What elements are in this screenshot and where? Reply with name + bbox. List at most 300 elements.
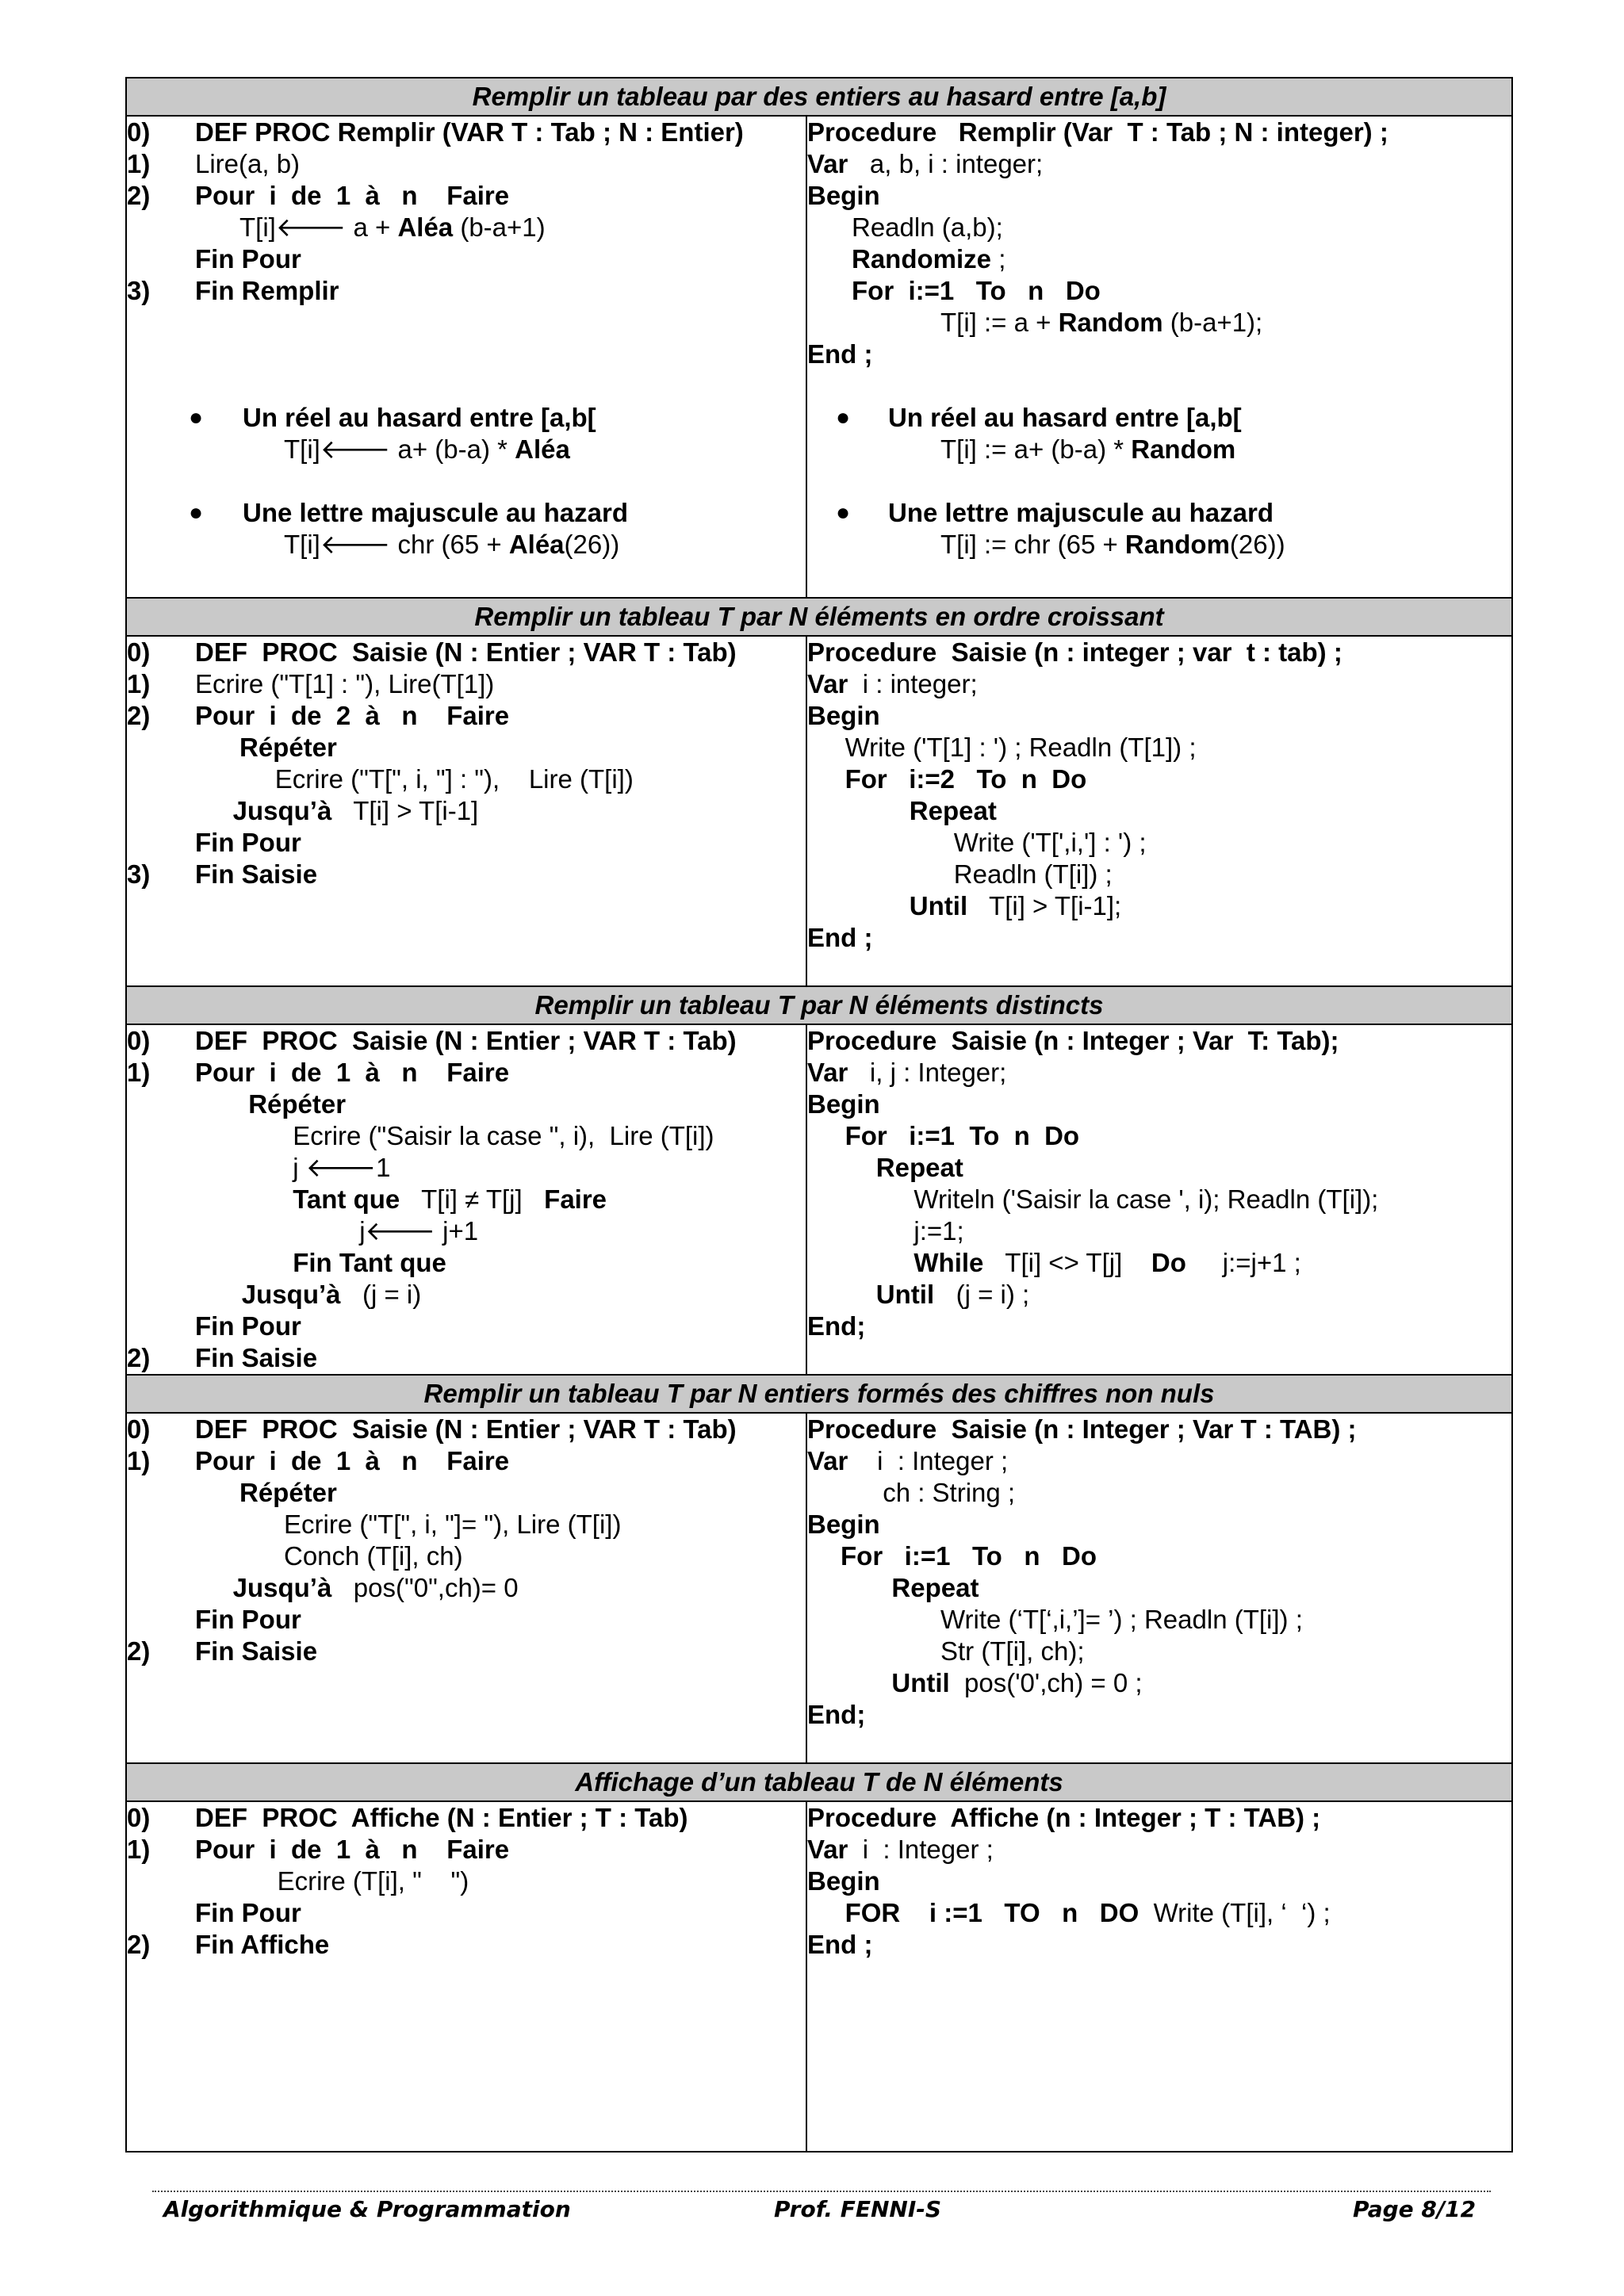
keyword: Var [807, 669, 848, 698]
code-line [127, 1929, 806, 1961]
keyword: Fin Pour [195, 828, 301, 857]
keyword: Begin [807, 1866, 880, 1896]
code-line [127, 732, 806, 763]
code-fragment: j:=1; [914, 1216, 964, 1246]
code-line [127, 180, 806, 212]
code-text [807, 1509, 880, 1540]
keyword: End ; [807, 339, 873, 369]
keyword: Jusqu’à [241, 1280, 341, 1309]
code-line [807, 763, 1511, 795]
code-fragment: (26)) [1229, 530, 1285, 559]
code-fragment: pos("0",ch)= 0 [331, 1573, 519, 1602]
code-line [807, 1089, 1511, 1120]
code-text [807, 1089, 880, 1120]
code-text [195, 637, 737, 668]
code-line [807, 1699, 1511, 1731]
code-text [954, 859, 1113, 890]
code-line [807, 1929, 1511, 1961]
code-text [275, 763, 634, 795]
code-line [807, 275, 1511, 307]
bullet-icon: ● [189, 499, 204, 526]
code-text [195, 1342, 317, 1374]
code-text [914, 1184, 1378, 1215]
bullet-icon: ● [836, 499, 851, 526]
code-text [910, 890, 1121, 922]
code-text [243, 402, 596, 434]
keyword: Repeat [875, 1153, 963, 1182]
keyword: Fin Saisie [195, 1343, 318, 1372]
code-fragment: Ecrire (T[i], " ") [277, 1866, 469, 1896]
code-line [807, 180, 1511, 212]
code-text [242, 1279, 421, 1311]
code-line [127, 1025, 806, 1057]
section-title: Affichage d’un tableau T de N éléments [126, 1763, 1512, 1801]
code-text [940, 1604, 1303, 1636]
code-line [127, 1834, 806, 1866]
code-text [195, 148, 300, 180]
code-fragment: T[i] ≠ T[j] [400, 1184, 545, 1214]
code-text [284, 434, 570, 465]
code-line [127, 1604, 806, 1636]
step-number: 2) [127, 181, 151, 210]
code-text [845, 1120, 1079, 1152]
keyword: End; [807, 1700, 866, 1729]
code-text [807, 1311, 865, 1342]
code-text [293, 1247, 446, 1279]
code-text [888, 497, 1274, 529]
keyword: Tant que [293, 1184, 400, 1214]
code-text [807, 339, 872, 370]
keyword: Pour i de 1 à n Faire [195, 1058, 510, 1087]
keyword: Begin [807, 701, 880, 730]
keyword: Pour i de 1 à n Faire [195, 1835, 510, 1864]
code-text [845, 732, 1197, 763]
code-line [127, 1057, 806, 1089]
code-line [807, 1215, 1511, 1247]
code-text [910, 795, 997, 827]
code-line [127, 1120, 806, 1152]
code-line [127, 1509, 806, 1540]
code-fragment: T[i]🡐 a + [239, 212, 398, 242]
section-header-row [126, 78, 1512, 116]
code-fragment: j 🡐1 [293, 1153, 391, 1182]
keyword: While [914, 1248, 984, 1277]
keyword: Faire [544, 1184, 607, 1214]
code-text [807, 180, 880, 212]
code-fragment: pos('0',ch) = 0 ; [949, 1668, 1143, 1697]
code-fragment: T[i] := a + [940, 308, 1059, 337]
keyword: Until [909, 891, 968, 920]
code-line [807, 465, 1511, 497]
section-body-row [126, 636, 1512, 986]
keyword: Jusqu’à [232, 796, 332, 825]
code-line [127, 370, 806, 402]
keyword: Une lettre majuscule au hazard [888, 498, 1274, 527]
keyword: Random [1058, 308, 1163, 337]
code-line [807, 402, 1511, 434]
code-text [914, 1247, 1300, 1279]
code-text [807, 922, 872, 954]
code-line [807, 243, 1511, 275]
code-line [807, 1667, 1511, 1699]
code-text [248, 1089, 346, 1120]
code-fragment: i : integer; [848, 669, 978, 698]
code-text [195, 1802, 688, 1834]
keyword: Répéter [248, 1089, 347, 1119]
pascal-cell [806, 1024, 1512, 1375]
code-fragment: Ecrire ("T[", i, "] : "), Lire (T[i]) [274, 764, 634, 794]
code-line [807, 859, 1511, 890]
code-text [284, 1540, 463, 1572]
code-text [807, 1057, 1006, 1089]
code-text [195, 1929, 329, 1961]
code-line [807, 827, 1511, 859]
code-line [807, 1120, 1511, 1152]
code-line [807, 1057, 1511, 1089]
code-line [807, 1414, 1511, 1445]
code-text [876, 1152, 963, 1184]
keyword: Procedure Remplir (Var T : Tab ; N : integer) ; [807, 117, 1388, 147]
code-fragment: ch : String ; [883, 1478, 1016, 1507]
code-text [841, 1540, 1097, 1572]
code-text [807, 1445, 1008, 1477]
code-text [233, 795, 479, 827]
pascal-cell [806, 116, 1512, 598]
keyword: Procedure Saisie (n : Integer ; Var T: Tab); [807, 1026, 1339, 1055]
step-number: 0) [127, 1803, 151, 1832]
code-text [954, 827, 1147, 859]
algorithm-table [125, 77, 1513, 2152]
keyword: For i:=1 To n Do [841, 1541, 1097, 1571]
section-body-row [126, 1413, 1512, 1763]
code-line [127, 859, 806, 890]
step-number: 0) [127, 1026, 151, 1055]
code-text [195, 700, 509, 732]
code-fragment: j🡐 j+1 [359, 1216, 479, 1246]
code-text [243, 497, 628, 529]
code-line [807, 497, 1511, 529]
code-line [807, 1897, 1511, 1929]
code-text [807, 1929, 872, 1961]
code-text [195, 1636, 317, 1667]
pascal-cell [806, 1413, 1512, 1763]
code-text [940, 1636, 1085, 1667]
code-line [807, 668, 1511, 700]
keyword: Fin Saisie [195, 859, 318, 889]
section-header-row [126, 1763, 1512, 1801]
keyword: Var [807, 1446, 848, 1475]
code-fragment: Ecrire ("Saisir la case ", i), Lire (T[i]) [293, 1121, 714, 1150]
step-number: 1) [127, 669, 151, 698]
keyword: For i:=2 To n Do [845, 764, 1087, 794]
code-text [239, 732, 337, 763]
code-text [845, 763, 1087, 795]
step-number: 2) [127, 1930, 151, 1959]
code-text [807, 1866, 880, 1897]
keyword: Do [1151, 1248, 1186, 1277]
code-line [127, 668, 806, 700]
code-line [807, 148, 1511, 180]
algorithm-cell [126, 1801, 806, 2152]
keyword: Fin Remplir [195, 276, 339, 305]
code-line [807, 1477, 1511, 1509]
section-header-row [126, 1375, 1512, 1413]
keyword: For i:=1 To n Do [845, 1121, 1080, 1150]
code-fragment: Readln (a,b); [852, 212, 1003, 242]
code-text [807, 1025, 1339, 1057]
code-text [233, 1572, 519, 1604]
code-text [852, 275, 1101, 307]
code-line [807, 700, 1511, 732]
code-line [127, 763, 806, 795]
code-text [807, 700, 880, 732]
step-number: 2) [127, 1636, 151, 1666]
keyword: Aléa [515, 434, 570, 464]
code-line [127, 434, 806, 465]
code-line [807, 795, 1511, 827]
keyword: Aléa [508, 530, 565, 559]
code-text [195, 1834, 509, 1866]
keyword: Begin [807, 1089, 880, 1119]
section-header-row [126, 986, 1512, 1024]
code-fragment: j:=j+1 ; [1185, 1248, 1301, 1277]
code-line [807, 339, 1511, 370]
code-line [807, 1604, 1511, 1636]
code-line [127, 402, 806, 434]
code-line [807, 1247, 1511, 1279]
code-text [293, 1152, 390, 1184]
section-body-row [126, 1024, 1512, 1375]
step-number: 3) [127, 859, 151, 889]
code-line [127, 148, 806, 180]
step-number: 2) [127, 701, 151, 730]
code-fragment: Lire(a, b) [195, 149, 301, 178]
code-fragment: Write (‘T[‘,i,’]= ’) ; Readln (T[i]) ; [940, 1605, 1303, 1634]
code-line [127, 1342, 806, 1374]
step-number: 1) [127, 1446, 151, 1475]
code-line [127, 339, 806, 370]
keyword: Répéter [239, 1478, 337, 1507]
code-fragment: i, j : Integer; [848, 1058, 1007, 1087]
code-fragment: (j = i) ; [934, 1280, 1030, 1309]
code-line [807, 529, 1511, 561]
code-line [127, 1279, 806, 1311]
code-text [293, 1120, 714, 1152]
code-fragment: T[i] > T[i-1] [331, 796, 479, 825]
code-fragment: i : Integer ; [848, 1835, 994, 1864]
code-fragment: (26)) [564, 530, 620, 559]
code-fragment: i : Integer ; [848, 1446, 1009, 1475]
code-text [195, 180, 509, 212]
code-line [127, 795, 806, 827]
code-line [127, 465, 806, 497]
keyword: Repeat [909, 796, 997, 825]
code-text [807, 1802, 1320, 1834]
keyword: Var [807, 1058, 848, 1087]
footer-divider [152, 2191, 1491, 2192]
keyword: Fin Affiche [195, 1930, 330, 1959]
code-line [127, 1540, 806, 1572]
step-number: 1) [127, 1835, 151, 1864]
section-title: Remplir un tableau T par N entiers formés des chiffres non nuls [126, 1375, 1512, 1413]
code-text [891, 1572, 979, 1604]
code-text [807, 117, 1388, 148]
code-text [195, 1311, 301, 1342]
code-line [127, 1152, 806, 1184]
keyword: Un réel au hasard entre [a,b[ [243, 403, 596, 432]
section-title: Remplir un tableau T par N éléments en ordre croissant [126, 598, 1512, 636]
code-line [807, 1311, 1511, 1342]
code-text [807, 1699, 865, 1731]
code-text [195, 1414, 737, 1445]
section-title: Remplir un tableau par des entiers au hasard entre [a,b] [126, 78, 1512, 116]
keyword: End; [807, 1311, 866, 1341]
keyword: FOR i :=1 TO n DO [845, 1898, 1139, 1927]
code-line [807, 1540, 1511, 1572]
keyword: Un réel au hasard entre [a,b[ [888, 403, 1242, 432]
code-text [195, 275, 339, 307]
pascal-cell [806, 1801, 1512, 2152]
code-text [195, 1057, 509, 1089]
code-text [195, 859, 317, 890]
keyword: End ; [807, 1930, 873, 1959]
section-header-row [126, 598, 1512, 636]
code-line [127, 637, 806, 668]
footer-author: Prof. FENNI-S [774, 2196, 942, 2222]
code-text [195, 1897, 301, 1929]
code-line [127, 1184, 806, 1215]
step-number: 0) [127, 637, 151, 667]
keyword: Fin Saisie [195, 1636, 318, 1666]
code-fragment: a, b, i : integer; [848, 149, 1044, 178]
code-fragment: Write (T[i], ‘ ‘) ; [1139, 1898, 1331, 1927]
step-number: 2) [127, 1343, 151, 1372]
code-line [807, 1802, 1511, 1834]
keyword: DEF PROC Saisie (N : Entier ; VAR T : Tab) [195, 1026, 737, 1055]
code-line [807, 1445, 1511, 1477]
keyword: Répéter [239, 733, 337, 762]
code-fragment: Write ('T[',i,'] : ') ; [953, 828, 1147, 857]
code-line [127, 1414, 806, 1445]
code-text [195, 117, 744, 148]
step-number: 1) [127, 1058, 151, 1087]
keyword: DEF PROC Affiche (N : Entier ; T : Tab) [195, 1803, 688, 1832]
code-text [195, 243, 301, 275]
keyword: Fin Pour [195, 1311, 301, 1341]
code-line [807, 732, 1511, 763]
code-fragment: ; [991, 244, 1006, 274]
code-text [195, 1445, 509, 1477]
keyword: Random [1131, 434, 1236, 464]
keyword: Repeat [891, 1573, 979, 1602]
code-line [127, 243, 806, 275]
code-text [876, 1279, 1029, 1311]
code-text [293, 1184, 607, 1215]
keyword: Randomize [852, 244, 992, 274]
code-line [127, 1866, 806, 1897]
keyword: Random [1124, 530, 1230, 559]
code-text [888, 402, 1242, 434]
keyword: Until [875, 1280, 935, 1309]
step-number: 0) [127, 1414, 151, 1444]
code-line [807, 1636, 1511, 1667]
code-text [284, 1509, 621, 1540]
section-body-row [126, 116, 1512, 598]
code-text [195, 1025, 737, 1057]
step-number: 1) [127, 149, 151, 178]
pascal-cell [806, 636, 1512, 986]
algorithm-cell [126, 1024, 806, 1375]
code-text [278, 1866, 469, 1897]
keyword: DEF PROC Saisie (N : Entier ; VAR T : Tab) [195, 637, 737, 667]
code-text [807, 148, 1043, 180]
code-line [127, 1477, 806, 1509]
keyword: Fin Pour [195, 1605, 301, 1634]
keyword: Procedure Saisie (n : Integer ; Var T : TAB) ; [807, 1414, 1357, 1444]
code-line [807, 1834, 1511, 1866]
code-line [807, 1184, 1511, 1215]
code-line [807, 1572, 1511, 1604]
keyword: Begin [807, 1510, 880, 1539]
code-text [195, 1604, 301, 1636]
code-text [883, 1477, 1015, 1509]
keyword: Var [807, 149, 848, 178]
keyword: For i:=1 To n Do [852, 276, 1101, 305]
code-line [807, 307, 1511, 339]
code-fragment: Ecrire ("T[1] : "), Lire(T[1]) [195, 669, 495, 698]
code-text [195, 827, 301, 859]
code-text [940, 529, 1285, 561]
keyword: Pour i de 1 à n Faire [195, 181, 510, 210]
code-text [807, 1414, 1357, 1445]
code-fragment: (b-a+1); [1162, 308, 1263, 337]
code-fragment: Str (T[i], ch); [940, 1636, 1085, 1666]
keyword: Procedure Affiche (n : Integer ; T : TAB) ; [807, 1803, 1321, 1832]
code-fragment: Readln (T[i]) ; [953, 859, 1113, 889]
code-text [807, 668, 978, 700]
code-text [914, 1215, 963, 1247]
code-line [807, 117, 1511, 148]
code-text [239, 1477, 337, 1509]
algorithm-cell [126, 1413, 806, 1763]
code-fragment: Conch (T[i], ch) [284, 1541, 463, 1571]
code-fragment: T[i] := a+ (b-a) * [940, 434, 1132, 464]
keyword: Begin [807, 181, 880, 210]
code-line [807, 1866, 1511, 1897]
code-text [807, 637, 1342, 668]
bullet-icon: ● [836, 404, 851, 430]
code-line [807, 1279, 1511, 1311]
code-line [127, 1636, 806, 1667]
code-text [891, 1667, 1142, 1699]
code-fragment: (j = i) [340, 1280, 422, 1309]
keyword: Until [891, 1668, 950, 1697]
code-line [127, 1215, 806, 1247]
code-line [127, 1445, 806, 1477]
keyword: Jusqu’à [232, 1573, 332, 1602]
code-text [940, 434, 1235, 465]
footer-course: Algorithmique & Programmation [163, 2196, 571, 2222]
keyword: End ; [807, 923, 873, 952]
code-line [807, 370, 1511, 402]
code-fragment: T[i] := chr (65 + [940, 530, 1125, 559]
algorithm-cell [126, 116, 806, 598]
code-line [127, 1247, 806, 1279]
code-fragment: Writeln ('Saisir la case ', i); Readln (T[i]); [914, 1184, 1379, 1214]
step-number: 3) [127, 276, 151, 305]
code-line [807, 1152, 1511, 1184]
code-fragment: T[i]🡐 a+ (b-a) * [284, 434, 515, 464]
